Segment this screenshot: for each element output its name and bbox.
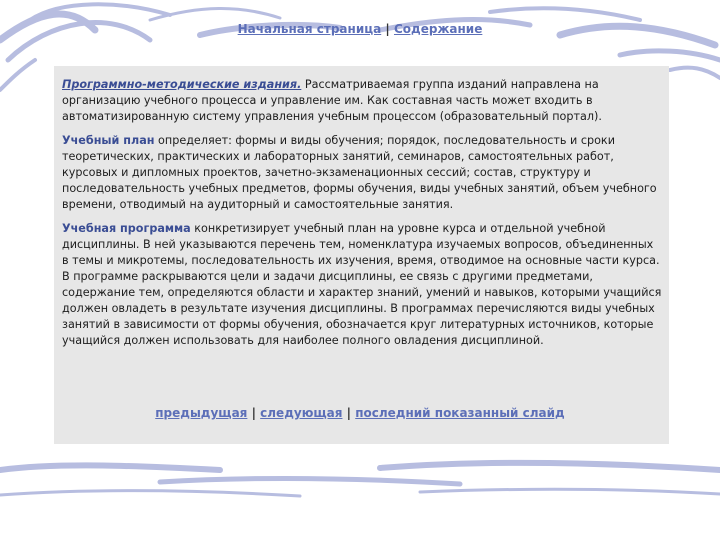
main-text xyxy=(62,77,662,357)
top-navigation xyxy=(0,22,720,36)
contents-link[interactable]: Содержание xyxy=(393,22,483,36)
next-link[interactable]: следующая xyxy=(260,406,343,420)
paragraph-text: конкретизирует учебный план на уровне курса и отдельной учебной дисциплины. В ней указываются перечень тем, номенклатура изучаемых вопросов, объединенных в темы и микротемы, последовательность их изучения, время, отводимое на основные части курса. В программе раскрываются цели и задачи дисциплины, ее связь с другими предметами, содержание тем, определяются области и характер знаний, умений и навыков, которыми учащийся должен овладеть в результате изучения дисциплины. В программах перечисляются виды учебных занятий в зависимости от формы обучения, обозначается круг литературных источников, которые учащийся должен использовать для наиболее полного овладения дисциплиной. xyxy=(62,222,662,347)
bottom-navigation xyxy=(0,406,720,420)
paragraph-text: Рассматриваемая группа изданий направлена на организацию учебного процесса и управление им. Как составная часть может входить в автоматизированную систему управления учебным процессом (образовательный портал). xyxy=(62,78,602,123)
term-curriculum: Учебный план xyxy=(62,134,155,147)
term-methodical-publications: Программно-методические издания. xyxy=(62,78,302,91)
term-syllabus: Учебная программа xyxy=(62,222,191,235)
paragraph-methodical-publications xyxy=(62,77,662,125)
paragraph-text: определяет: формы и виды обучения; порядок, последовательность и сроки теоретических, практических и лабораторных занятий, семинаров, самостоятельных работ, курсовых и дипломных проектов, зачетно-экзаменационных сессий; состав, структуру и последовательность учебных предметов, формы обучения, виды учебных занятий, объем учебного времени, отводимый на аудиторный и самостоятельные занятия. xyxy=(62,134,657,211)
nav-separator: | xyxy=(251,406,256,420)
paragraph-syllabus xyxy=(62,221,662,349)
nav-separator: | xyxy=(346,406,352,420)
paragraph-curriculum xyxy=(62,133,662,213)
home-link[interactable]: Начальная страница xyxy=(237,22,382,36)
last-shown-slide-link[interactable]: последний показанный слайд xyxy=(355,406,565,420)
nav-separator: | xyxy=(385,22,390,36)
previous-link[interactable]: предыдущая xyxy=(155,406,248,420)
